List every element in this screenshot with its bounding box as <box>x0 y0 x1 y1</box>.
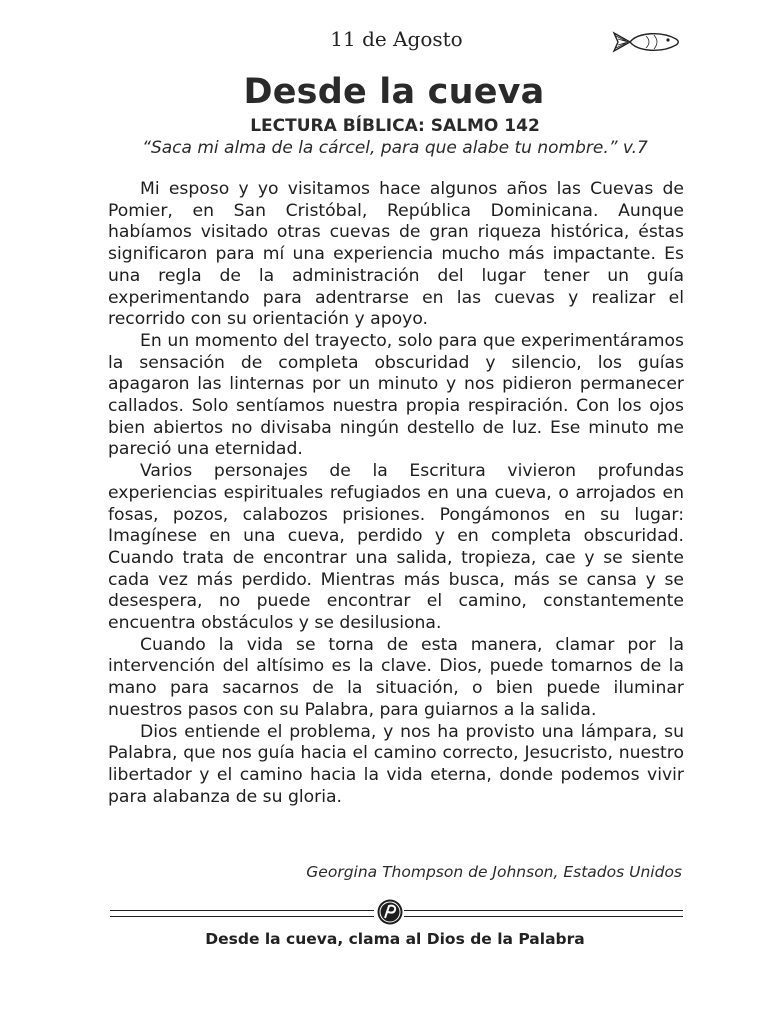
key-verse: “Saca mi alma de la cárcel, para que alabe tu nombre.” v.7 <box>142 138 648 158</box>
paragraph: Dios entiende el problema, y nos ha provisto una lámpara, su Palabra, que nos guía hacia el camino correcto, Jesucristo, nuestro libertador y el camino hacia la vida eterna, donde podemos vivir para alabanza de su gloria. <box>108 721 684 807</box>
article-body <box>108 179 684 808</box>
author-credit: Georgina Thompson de Johnson, Estados Unidos <box>306 863 682 881</box>
paragraph: Mi esposo y yo visitamos hace algunos años las Cuevas de Pomier, en San Cristóbal, República Dominicana. Aunque habíamos visitado otras cuevas de gran riqueza histórica, éstas significaron para mí una experiencia mucho más impactante. Es una regla de la administración del lugar tener un guía experimentando para adentrarse en las cuevas y realizar el recorrido con su orientación y apoyo. <box>108 179 684 330</box>
divider-left <box>110 910 374 917</box>
divider-right <box>404 910 683 917</box>
bible-reading: LECTURA BÍBLICA: SALMO 142 <box>250 116 540 136</box>
page-title: Desde la cueva <box>243 72 545 112</box>
paragraph: Cuando la vida se torna de esta manera, clamar por la intervención del altísimo es la clave. Dios, puede tomarnos de la mano para sacarnos de la situación, o bien puede iluminar nuestros pasos con su Palabra, para guiarnos a la salida. <box>108 634 684 720</box>
closing-thought: Desde la cueva, clama al Dios de la Palabra <box>205 930 585 948</box>
page-date: 11 de Agosto <box>330 27 463 51</box>
paragraph: Varios personajes de la Escritura vivieron profundas experiencias espirituales refugiados en una cueva, o arrojados en fosas, pozos, calabozos prisiones. Pongámonos en su lugar: Imagínese en una cueva, perdido y en completa obscuridad. Cuando trata de encontrar una salida, tropieza, cae y se siente cada vez más perdido. Mientras más busca, más se cansa y se desespera, no puede encontrar el camino, constantemente encuentra obstáculos y se desilusiona. <box>108 461 684 634</box>
fish-icon <box>610 28 682 56</box>
paragraph: En un momento del trayecto, solo para que experimentáramos la sensación de completa obscuridad y silencio, los guías apagaron las linternas por un minuto y nos pidieron permanecer callados. Solo sentíamos nuestra propia respiración. Con los ojos bien abiertos no divisaba ningún destello de luz. Ese minuto me pareció una eternidad. <box>108 330 684 460</box>
bible-emblem-icon <box>376 898 404 926</box>
